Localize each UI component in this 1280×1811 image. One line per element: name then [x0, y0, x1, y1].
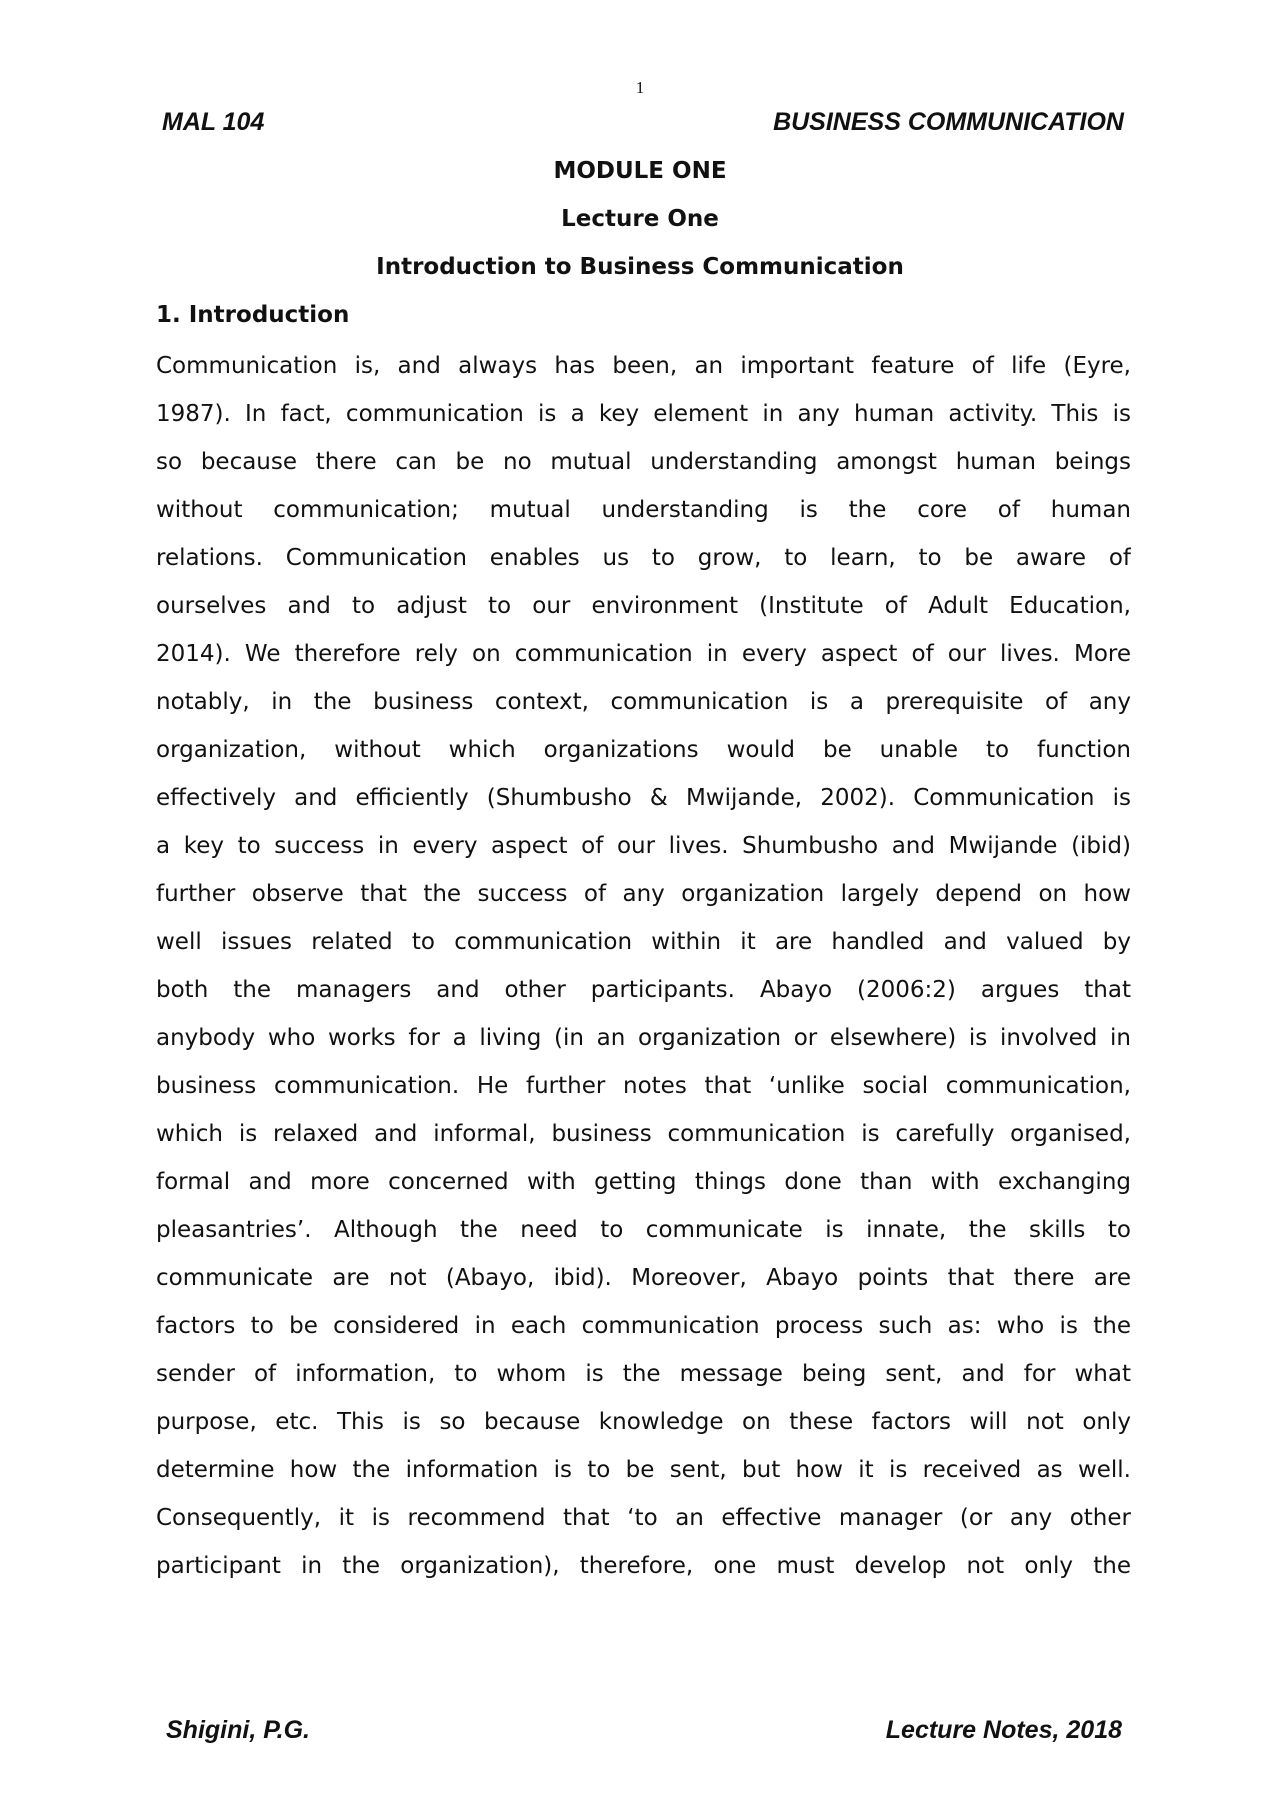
paragraph-line: ourselves and to adjust to our environment (Institute of Adult Education,: [156, 593, 1131, 619]
lecture-title: Introduction to Business Communication: [376, 254, 904, 280]
paragraph-line: a key to success in every aspect of our lives. Shumbusho and Mwijande (ibid): [156, 833, 1131, 859]
paragraph-line: further observe that the success of any organization largely depend on how: [156, 881, 1131, 907]
paragraph-line: effectively and efficiently (Shumbusho & Mwijande, 2002). Communication is: [156, 785, 1131, 811]
paragraph-line: anybody who works for a living (in an organization or elsewhere) is involved in: [156, 1025, 1131, 1051]
footer-notes: Lecture Notes, 2018: [885, 1716, 1122, 1744]
paragraph-line: communicate are not (Abayo, ibid). Moreover, Abayo points that there are: [156, 1265, 1131, 1291]
paragraph-line: formal and more concerned with getting things done than with exchanging: [156, 1169, 1131, 1195]
paragraph-line: purpose, etc. This is so because knowledge on these factors will not only: [156, 1409, 1131, 1435]
paragraph-line: relations. Communication enables us to grow, to learn, to be aware of: [156, 545, 1131, 571]
header-course-code: MAL 104: [162, 108, 265, 136]
paragraph-line: without communication; mutual understanding is the core of human: [156, 497, 1131, 523]
paragraph-line: factors to be considered in each communication process such as: who is the: [156, 1313, 1131, 1339]
paragraph-line: sender of information, to whom is the message being sent, and for what: [156, 1361, 1131, 1387]
paragraph-line: determine how the information is to be sent, but how it is received as well.: [156, 1457, 1131, 1483]
header-course-title: BUSINESS COMMUNICATION: [773, 108, 1124, 136]
footer-author: Shigini, P.G.: [166, 1716, 311, 1744]
paragraph-line: business communication. He further notes that ‘unlike social communication,: [156, 1073, 1131, 1099]
paragraph-line: pleasantries’. Although the need to communicate is innate, the skills to: [156, 1217, 1131, 1243]
paragraph-line: notably, in the business context, communication is a prerequisite of any: [156, 689, 1131, 715]
paragraph-line: organization, without which organizations would be unable to function: [156, 737, 1131, 763]
paragraph-line: 1987). In fact, communication is a key element in any human activity. This is: [156, 401, 1131, 427]
lecture-heading: Lecture One: [561, 206, 719, 232]
paragraph-line: which is relaxed and informal, business communication is carefully organised,: [156, 1121, 1131, 1147]
paragraph-line: Consequently, it is recommend that ‘to an effective manager (or any other: [156, 1505, 1131, 1531]
paragraph-line: well issues related to communication within it are handled and valued by: [156, 929, 1131, 955]
paragraph-line: so because there can be no mutual understanding amongst human beings: [156, 449, 1131, 475]
paragraph-line: 2014). We therefore rely on communication in every aspect of our lives. More: [156, 641, 1131, 667]
section-heading: 1. Introduction: [156, 302, 350, 328]
body-paragraph: [156, 345, 1131, 1593]
paragraph-line: both the managers and other participants. Abayo (2006:2) argues that: [156, 977, 1131, 1003]
paragraph-line: participant in the organization), therefore, one must develop not only the: [156, 1553, 1131, 1579]
paragraph-line: Communication is, and always has been, an important feature of life (Eyre,: [156, 353, 1131, 379]
page-number: 1: [635, 78, 645, 97]
module-heading: MODULE ONE: [553, 158, 727, 184]
